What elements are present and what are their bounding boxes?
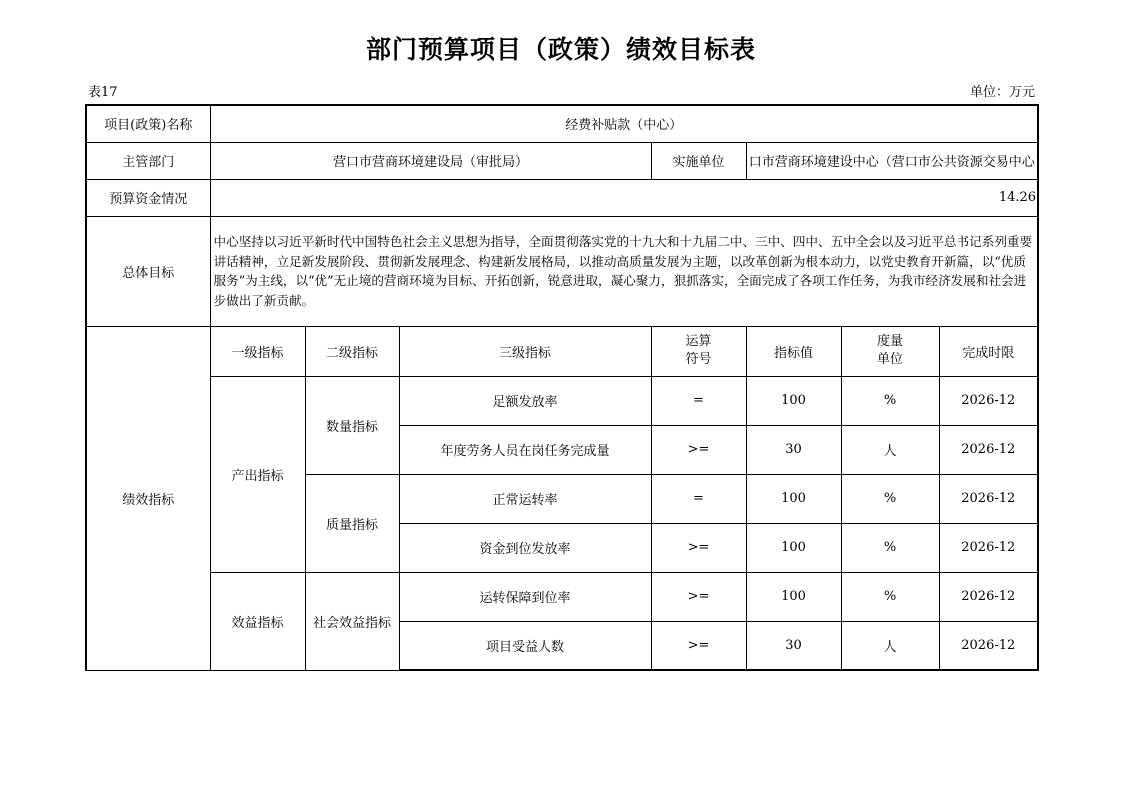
table-number: 表17 — [88, 85, 118, 100]
indicator-name: 正常运转率 — [399, 474, 651, 523]
indicator-value: 100 — [746, 523, 841, 572]
indicator-unit: % — [841, 572, 939, 621]
group-benefit: 效益指标 — [210, 572, 305, 670]
indicator-name: 项目受益人数 — [399, 621, 651, 670]
indicator-value: 100 — [746, 572, 841, 621]
indicator-value: 100 — [746, 376, 841, 425]
goal-text: 中心坚持以习近平新时代中国特色社会主义思想为指导，全面贯彻落实党的十九大和十九届二中、三中、四中、五中全会以及习近平总书记系列重要讲话精神，立足新发展阶段、贯彻新发展理念、构建新发展格局，以推动高质量发展为主题，以改革创新为根本动力，以党史教育开新篇，以“优质服务”为主线，以“优”无止境的营商环境为目标、开拓创新，锐意进取，凝心聚力，狠抓落实，全面完成了各项工作任务，为我市经济发展和社会进步做出了新贡献。 — [210, 216, 1038, 326]
subgroup-quantity: 数量指标 — [305, 376, 399, 474]
header-level3: 三级指标 — [399, 326, 651, 376]
indicator-header-row — [86, 326, 1038, 376]
indicator-unit: % — [841, 523, 939, 572]
indicator-deadline: 2026-12 — [939, 523, 1038, 572]
header-unit: 度量单位 — [841, 326, 939, 376]
indicator-deadline: 2026-12 — [939, 572, 1038, 621]
indicator-name: 运转保障到位率 — [399, 572, 651, 621]
unit-label: 单位：万元 — [969, 85, 1035, 100]
indicator-deadline: 2026-12 — [939, 425, 1038, 474]
indicator-name: 年度劳务人员在岗任务完成量 — [399, 425, 651, 474]
budget-label: 预算资金情况 — [86, 179, 210, 216]
subgroup-quality: 质量指标 — [305, 474, 399, 572]
indicator-unit: 人 — [841, 425, 939, 474]
indicator-deadline: 2026-12 — [939, 376, 1038, 425]
overall-goal-row — [86, 216, 1038, 326]
subgroup-social: 社会效益指标 — [305, 572, 399, 670]
impl-value: 口市营商环境建设中心（营口市公共资源交易中心 — [746, 142, 1038, 179]
indicator-deadline: 2026-12 — [939, 621, 1038, 670]
header-deadline: 完成时限 — [939, 326, 1038, 376]
budget-row — [86, 179, 1038, 216]
project-name-row — [86, 105, 1038, 142]
performance-label: 绩效指标 — [86, 326, 210, 670]
indicator-deadline: 2026-12 — [939, 474, 1038, 523]
indicator-unit: % — [841, 376, 939, 425]
dept-value: 营口市营商环境建设局（审批局） — [210, 142, 651, 179]
table-row — [86, 572, 1038, 621]
header-value: 指标值 — [746, 326, 841, 376]
header-level1: 一级指标 — [210, 326, 305, 376]
indicator-op: >= — [651, 621, 746, 670]
indicator-op: = — [651, 474, 746, 523]
indicator-op: >= — [651, 523, 746, 572]
indicator-name: 资金到位发放率 — [399, 523, 651, 572]
impl-label: 实施单位 — [651, 142, 746, 179]
indicator-name: 足额发放率 — [399, 376, 651, 425]
indicator-value: 30 — [746, 621, 841, 670]
indicator-unit: % — [841, 474, 939, 523]
performance-target-table — [85, 104, 1039, 671]
project-name-value: 经费补贴款（中心） — [210, 105, 1038, 142]
header-operator: 运算符号 — [651, 326, 746, 376]
budget-value: 14.26 — [210, 179, 1038, 216]
goal-label: 总体目标 — [86, 216, 210, 326]
indicator-op: >= — [651, 572, 746, 621]
indicator-unit: 人 — [841, 621, 939, 670]
project-name-label: 项目(政策)名称 — [86, 105, 210, 142]
indicator-value: 100 — [746, 474, 841, 523]
dept-label: 主管部门 — [86, 142, 210, 179]
indicator-value: 30 — [746, 425, 841, 474]
department-row — [86, 142, 1038, 179]
header-level2: 二级指标 — [305, 326, 399, 376]
indicator-op: >= — [651, 425, 746, 474]
table-row — [86, 376, 1038, 425]
page-title: 部门预算项目（政策）绩效目标表 — [365, 35, 756, 64]
group-output: 产出指标 — [210, 376, 305, 572]
indicator-op: = — [651, 376, 746, 425]
